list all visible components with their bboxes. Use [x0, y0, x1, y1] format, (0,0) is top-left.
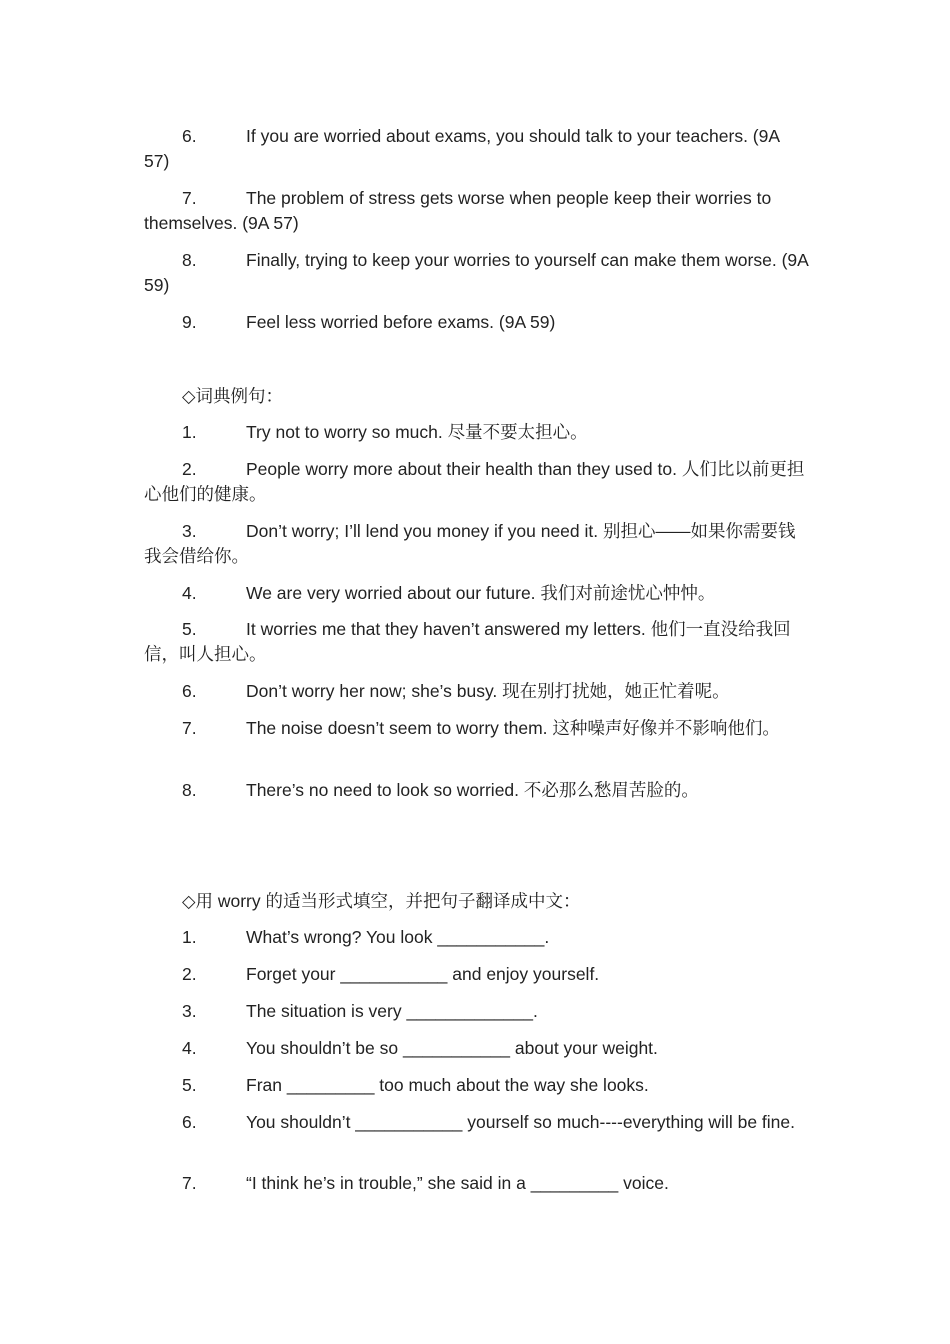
item-number: 4.	[182, 583, 197, 603]
item-text: Feel less worried before exams. (9A 59)	[246, 312, 556, 332]
item-text: The situation is very _____________.	[246, 1001, 538, 1021]
item-text: You shouldn’t ___________ yourself so much----everything will be fine.	[246, 1112, 795, 1132]
list-item	[144, 1073, 809, 1098]
item-number: 3.	[182, 1001, 197, 1021]
item-number: 7.	[182, 1173, 197, 1193]
section-header-dictionary-examples: ◇词典例句：	[182, 386, 283, 406]
item-text: “I think he’s in trouble,” she said in a _________ voice.	[246, 1173, 669, 1193]
item-number: 7.	[182, 188, 197, 208]
item-number: 4.	[182, 1038, 197, 1058]
item-text: Don’t worry her now; she’s busy. 现在别打扰她，她正忙着呢。	[246, 681, 730, 701]
item-number: 8.	[182, 250, 197, 270]
list-item	[144, 420, 809, 445]
list-item	[144, 186, 809, 236]
item-text: Fran _________ too much about the way she looks.	[246, 1075, 649, 1095]
item-number: 5.	[182, 1075, 197, 1095]
list-item	[144, 962, 809, 987]
item-text: You shouldn’t be so ___________ about your weight.	[246, 1038, 658, 1058]
list-item	[144, 457, 809, 507]
list-item	[144, 248, 809, 298]
list-item	[144, 679, 809, 704]
item-text: Finally, trying to keep your worries to yourself can make them worse. (9A 59)	[144, 250, 808, 295]
item-text: Try not to worry so much. 尽量不要太担心。	[246, 422, 588, 442]
item-number: 2.	[182, 459, 197, 479]
section-header-fill-in-exercise: ◇用 worry 的适当形式填空，并把句子翻译成中文：	[182, 891, 581, 911]
item-number: 3.	[182, 521, 197, 541]
list-item	[144, 124, 809, 174]
list-item	[144, 1171, 809, 1196]
list-item	[144, 310, 809, 335]
list-item	[144, 1036, 809, 1061]
list-item	[144, 519, 809, 569]
item-text: It worries me that they haven’t answered my letters. 他们一直没给我回信，叫人担心。	[144, 619, 791, 664]
list-item	[144, 1110, 809, 1135]
item-text: There’s no need to look so worried. 不必那么愁眉苦脸的。	[246, 780, 699, 800]
item-text: The problem of stress gets worse when people keep their worries to themselves. (9A 57)	[144, 188, 772, 233]
item-text: If you are worried about exams, you should talk to your teachers. (9A 57)	[144, 126, 780, 171]
item-text: People worry more about their health than they used to. 人们比以前更担心他们的健康。	[144, 459, 805, 504]
list-item	[144, 925, 809, 950]
item-number: 6.	[182, 681, 197, 701]
item-text: Don’t worry; I’ll lend you money if you need it. 别担心——如果你需要钱我会借给你。	[144, 521, 796, 566]
item-number: 6.	[182, 1112, 197, 1132]
list-item	[144, 617, 809, 667]
item-number: 2.	[182, 964, 197, 984]
item-text: We are very worried about our future. 我们对前途忧心忡忡。	[246, 583, 716, 603]
list-item	[144, 581, 809, 606]
item-text: What’s wrong? You look ___________.	[246, 927, 550, 947]
item-text: The noise doesn’t seem to worry them. 这种噪声好像并不影响他们。	[246, 718, 780, 738]
item-number: 9.	[182, 312, 197, 332]
list-item	[144, 999, 809, 1024]
list-item	[144, 778, 809, 803]
item-number: 1.	[182, 927, 197, 947]
item-number: 8.	[182, 780, 197, 800]
item-number: 7.	[182, 718, 197, 738]
list-item	[144, 716, 809, 741]
item-text: Forget your ___________ and enjoy yourself.	[246, 964, 600, 984]
item-number: 6.	[182, 126, 197, 146]
item-number: 5.	[182, 619, 197, 639]
item-number: 1.	[182, 422, 197, 442]
